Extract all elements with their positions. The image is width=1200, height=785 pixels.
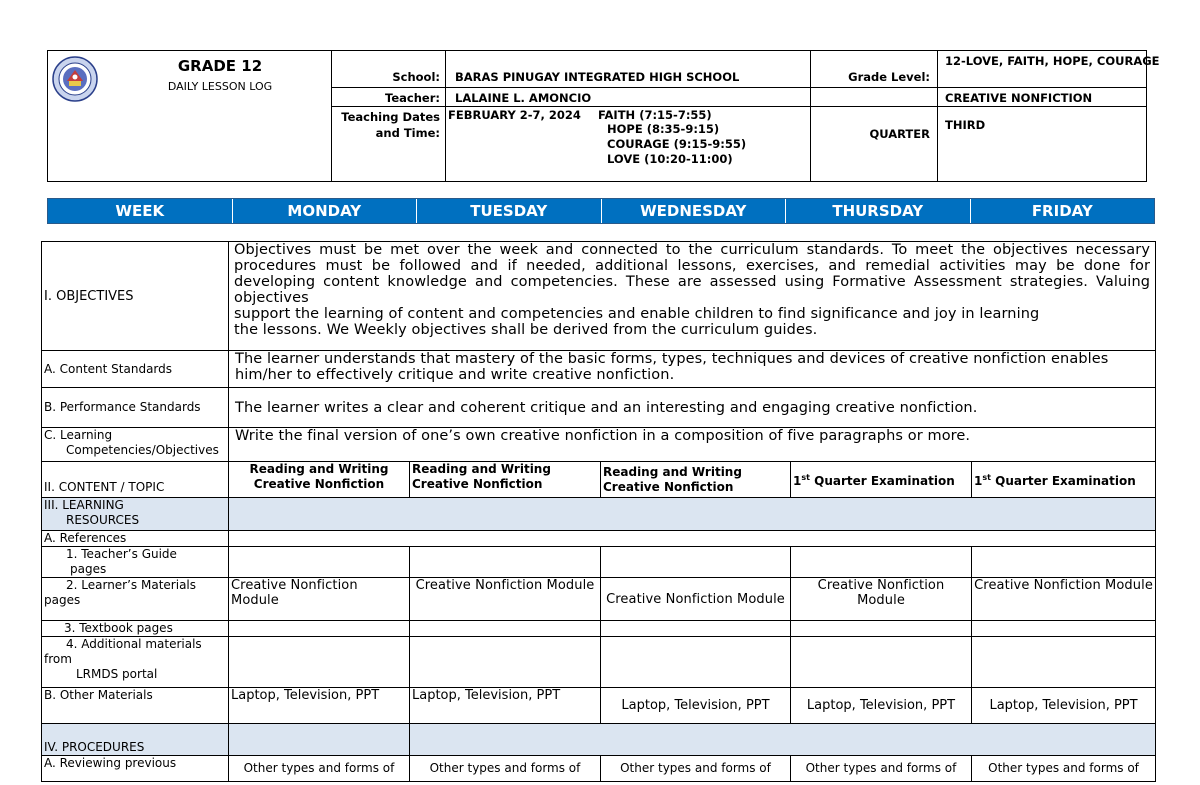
competencies-text: Write the final version of one’s own creative nonfiction in a composition of five paragraphs or more.	[229, 428, 1156, 462]
tg-wednesday	[601, 547, 791, 578]
topic-superscript: st	[801, 473, 810, 482]
topic-thursday	[791, 462, 972, 498]
topic-wednesday: Reading and Writing Creative Nonfiction	[601, 462, 791, 498]
lm-tuesday: Creative Nonfiction Module	[410, 578, 601, 621]
tg-thursday	[791, 547, 972, 578]
topic-tuesday: Reading and Writing Creative Nonfiction	[410, 462, 601, 498]
add-wednesday	[601, 637, 791, 688]
learning-resources-label	[42, 498, 229, 531]
lm-friday: Creative Nonfiction Module	[972, 578, 1156, 621]
friday-cell: FRIDAY	[1031, 202, 1093, 220]
review-thursday: Other types and forms of	[791, 756, 972, 782]
topic-text: Quarter Examination	[809, 474, 955, 488]
add-label-line: 4. Additional materials	[66, 637, 202, 651]
schedule-line: HOPE (8:35-9:15)	[607, 122, 720, 136]
dates-label: Teaching Dates	[341, 110, 440, 124]
performance-standards-row	[42, 388, 1156, 428]
lesson-log-table	[41, 241, 1156, 782]
performance-standards-label: B. Performance Standards	[42, 388, 229, 428]
content-topic-label: II. CONTENT / TOPIC	[42, 462, 229, 498]
learners-materials-label	[42, 578, 229, 621]
add-thursday	[791, 637, 972, 688]
resources-label-line: III. LEARNING	[44, 498, 124, 512]
lm-thursday: Creative Nonfiction Module	[791, 578, 972, 621]
additional-materials-label	[42, 637, 229, 688]
other-monday: Laptop, Television, PPT	[229, 688, 410, 724]
grade-level-label: Grade Level:	[848, 70, 930, 84]
competencies-row	[42, 428, 1156, 462]
schedule-line: COURAGE (9:15-9:55)	[607, 137, 747, 151]
add-tuesday	[410, 637, 601, 688]
other-tuesday: Laptop, Television, PPT	[410, 688, 601, 724]
procedures-label: IV. PROCEDURES	[42, 724, 229, 756]
objectives-row	[42, 242, 1156, 351]
other-wednesday: Laptop, Television, PPT	[601, 688, 791, 724]
thursday-cell: THURSDAY	[786, 199, 971, 223]
content-standards-row	[42, 351, 1156, 388]
add-label-line: LRMDS portal	[76, 667, 158, 681]
add-monday	[229, 637, 410, 688]
week-header-bar	[47, 198, 1155, 224]
topic-friday	[972, 462, 1156, 498]
tg-monday	[229, 547, 410, 578]
tg-label-line: 1. Teacher’s Guide	[66, 547, 177, 561]
add-friday	[972, 637, 1156, 688]
tg-tuesday	[410, 547, 601, 578]
textbook-friday	[972, 621, 1156, 637]
objectives-paragraph: Objectives must be met over the week and connected to the curriculum standards. To meet the objectives necessary procedures must be followed and if needed, additional lessons, exercises, and remedial activities may be done for developing content knowledge and competencies. These are assessed using Formative Assessment strategies. Valuing objectives	[234, 242, 1151, 306]
procedures-row	[42, 724, 1156, 756]
content-standards-text: The learner understands that mastery of the basic forms, types, techniques and devices of creative nonfiction enables him/her to effectively critique and write creative nonfiction.	[229, 351, 1156, 388]
review-wednesday: Other types and forms of	[601, 756, 791, 782]
review-monday: Other types and forms of	[229, 756, 410, 782]
references-label: A. References	[42, 531, 229, 547]
grade-title: GRADE 12	[177, 57, 263, 75]
competencies-label-line: C. Learning	[44, 428, 113, 442]
schedule-line: LOVE (10:20-11:00)	[607, 152, 733, 166]
tg-friday	[972, 547, 1156, 578]
doc-type: DAILY LESSON LOG	[167, 80, 273, 93]
procedures-fill	[410, 724, 1156, 756]
other-materials-label: B. Other Materials	[42, 688, 229, 724]
teacher-value: LALAINE L. AMONCIO	[455, 91, 592, 105]
week-cell: WEEK	[48, 199, 233, 223]
lm-label-line: pages	[44, 593, 81, 607]
header-divider	[331, 106, 1147, 107]
review-friday: Other types and forms of	[972, 756, 1156, 782]
additional-materials-row	[42, 637, 1156, 688]
dates-label: and Time:	[375, 126, 440, 140]
content-standards-label: A. Content Standards	[42, 351, 229, 388]
textbook-label: 3. Textbook pages	[42, 621, 229, 637]
header-divider	[445, 50, 446, 182]
procedures-monday	[229, 724, 410, 756]
other-materials-row	[42, 688, 1156, 724]
teachers-guide-label	[42, 547, 229, 578]
learners-materials-row	[42, 578, 1156, 621]
textbook-wednesday	[601, 621, 791, 637]
topic-text: 1	[793, 474, 802, 488]
teachers-guide-row	[42, 547, 1156, 578]
competencies-label-line: Competencies/Objectives	[66, 443, 219, 457]
objectives-label: I. OBJECTIVES	[42, 242, 229, 351]
resources-label-line: RESOURCES	[66, 513, 140, 527]
school-label: School:	[392, 70, 440, 84]
references-fill	[229, 531, 1156, 547]
schedule-line: FAITH (7:15-7:55)	[598, 108, 712, 122]
lm-label-line: 2. Learner’s Materials	[66, 578, 197, 592]
school-value: BARAS PINUGAY INTEGRATED HIGH SCHOOL	[455, 70, 740, 84]
topic-superscript: st	[982, 473, 991, 482]
deped-seal-logo	[52, 56, 98, 102]
references-row	[42, 531, 1156, 547]
tuesday-cell: TUESDAY	[417, 199, 602, 223]
header-divider	[810, 50, 811, 182]
competencies-label	[42, 428, 229, 462]
dates-value: FEBRUARY 2-7, 2024	[448, 108, 581, 122]
topic-text: 1	[974, 474, 983, 488]
textbook-thursday	[791, 621, 972, 637]
lm-wednesday: Creative Nonfiction Module	[601, 578, 791, 621]
reviewing-row	[42, 756, 1156, 782]
add-label-line: from	[44, 652, 72, 666]
lm-monday: Creative Nonfiction Module	[229, 578, 410, 621]
header-divider	[937, 50, 938, 182]
reviewing-label: A. Reviewing previous	[42, 756, 229, 782]
quarter-value: THIRD	[945, 118, 986, 132]
textbook-monday	[229, 621, 410, 637]
objectives-paragraph: support the learning of content and competencies and enable children to find significance and joy in learning	[234, 306, 1040, 322]
textbook-tuesday	[410, 621, 601, 637]
topic-text: Quarter Examination	[990, 474, 1136, 488]
objectives-text	[229, 242, 1156, 351]
teacher-label: Teacher:	[385, 91, 440, 105]
performance-standards-text: The learner writes a clear and coherent critique and an interesting and engaging creative nonfiction.	[229, 388, 1156, 428]
tg-label-line: pages	[70, 562, 107, 576]
other-friday: Laptop, Television, PPT	[972, 688, 1156, 724]
textbook-row	[42, 621, 1156, 637]
objectives-paragraph: the lessons. We Weekly objectives shall be derived from the curriculum guides.	[234, 322, 818, 338]
other-thursday: Laptop, Television, PPT	[791, 688, 972, 724]
wednesday-cell: WEDNESDAY	[602, 199, 787, 223]
review-tuesday: Other types and forms of	[410, 756, 601, 782]
topic-monday: Reading and Writing Creative Nonfiction	[229, 462, 410, 498]
learning-resources-fill	[229, 498, 1156, 531]
quarter-label: QUARTER	[869, 127, 930, 141]
content-topic-row	[42, 462, 1156, 498]
header-divider	[331, 87, 1147, 88]
monday-cell: MONDAY	[233, 199, 418, 223]
grade-level-value: 12-LOVE, FAITH, HOPE, COURAGE	[945, 54, 1160, 68]
learning-area-value: CREATIVE NONFICTION	[945, 91, 1093, 105]
learning-resources-row	[42, 498, 1156, 531]
